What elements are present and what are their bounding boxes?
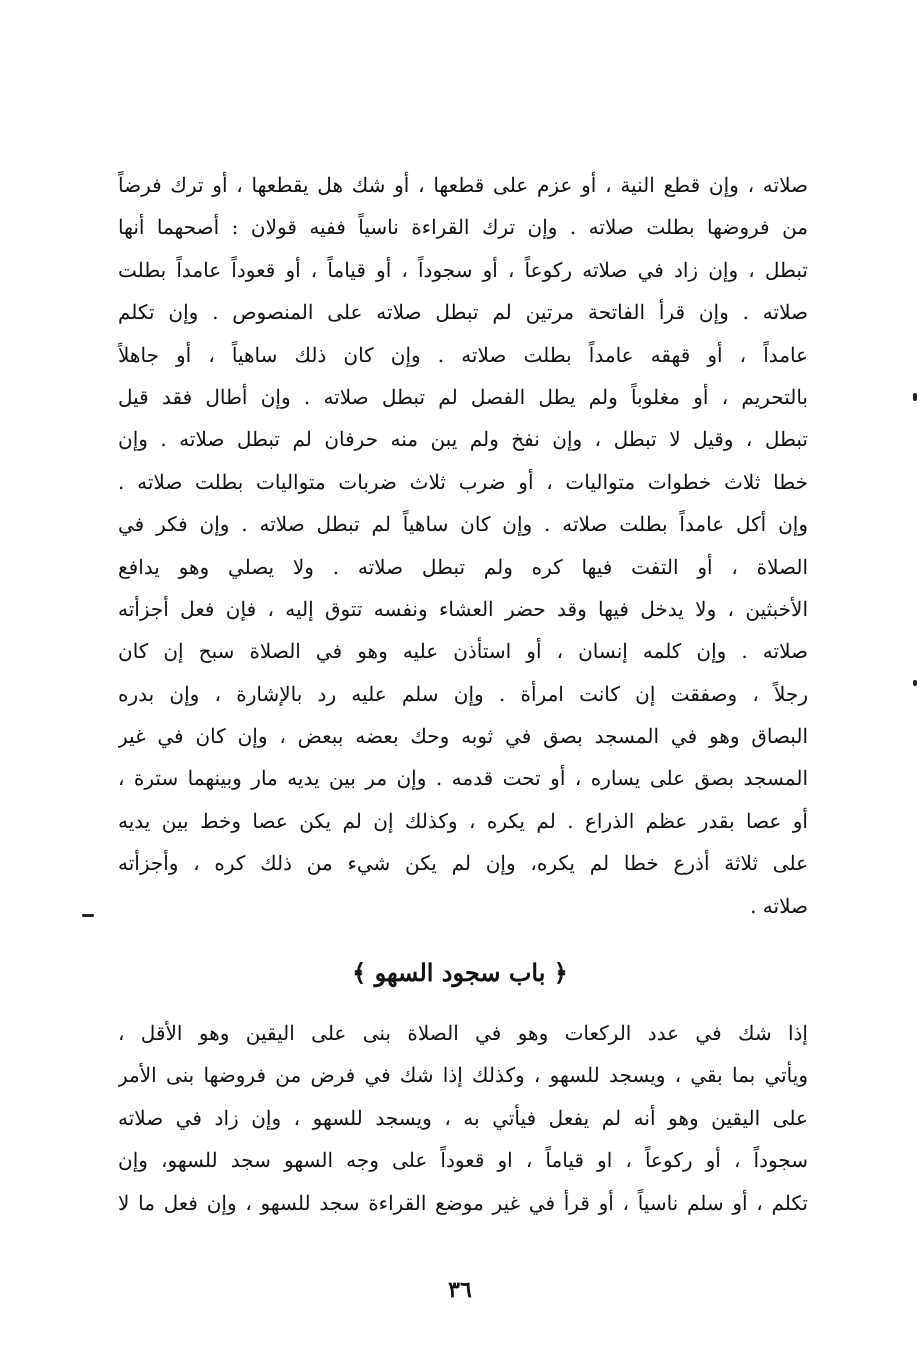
text-line: صلاته . وإن قرأ الفاتحة مرتين لم تبطل صلاته على المنصوص . وإن تكلم — [118, 300, 808, 325]
text-line: صلاته ، وإن قطع النية ، أو عزم على قطعها ، أو شك هل يقطعها ، أو ترك فرضاً — [118, 173, 808, 197]
text-line: سجوداً ، أو ركوعاً ، او قياماً ، او قعوداً على وجه السهو سجد للسهو، وإن — [118, 1148, 808, 1173]
section-heading: ﴿ باب سجود السهو ﴾ — [352, 958, 568, 987]
page-number: ٣٦ — [448, 1277, 472, 1303]
text-line: وإن أكل عامداً بطلت صلاته . وإن كان ساهياً لم تبطل صلاته . وإن فكر في — [118, 512, 808, 537]
text-line: خطا ثلاث خطوات متواليات ، أو ضرب ثلاث ضربات متواليات بطلت صلاته . — [118, 469, 808, 494]
section-paragraph — [118, 1012, 808, 1224]
text-line: المسجد بصق على يساره ، أو تحت قدمه . وإن مر بين يديه مار وبينهما سترة ، — [118, 766, 808, 791]
text-line: على ثلاثة أذرع خطا لم يكره، وإن لم يكن شيء من ذلك كره ، وأجزأته — [118, 851, 808, 876]
margin-mark — [82, 914, 94, 917]
text-line: صلاته . — [750, 893, 808, 918]
margin-mark — [913, 680, 917, 686]
text-line: البصاق وهو في المسجد بصق في ثوبه وحك بعضه ببعض ، وإن كان في غير — [118, 724, 808, 749]
text-line: على اليقين وهو أنه لم يفعل فيأتي به ، ويسجد للسهو ، وإن زاد في صلاته — [118, 1105, 808, 1130]
text-line: الأخبثين ، ولا يدخل فيها وقد حضر العشاء ونفسه تتوق إليه ، فإن فعل أجزأته — [118, 596, 808, 621]
text-line: رجلاً ، وصفقت إن كانت امرأة . وإن سلم عليه رد بالإشارة ، وإن بدره — [118, 681, 808, 706]
margin-mark — [913, 393, 917, 401]
text-line: صلاته . وإن كلمه إنسان ، أو استأذن عليه وهو في الصلاة سبح إن كان — [118, 639, 808, 664]
text-line: أو عصا بقدر عظم الذراع . لم يكره ، وكذلك إن لم يكن عصا وخط بين يديه — [118, 808, 808, 833]
text-line: تبطل ، وإن زاد في صلاته ركوعاً ، أو سجوداً ، أو قياماً ، أو قعوداً عامداً بطلت — [118, 257, 808, 282]
text-line: ويأتي بما بقي ، ويسجد للسهو ، وكذلك إذا شك في فرض من فروضها بنى الأمر — [118, 1063, 808, 1088]
text-line: تكلم ، أو سلم ناسياً ، أو قرأ في غير موضع القراءة سجد للسهو ، وإن فعل ما لا — [118, 1190, 808, 1215]
text-line: إذا شك في عدد الركعات وهو في الصلاة بنى على اليقين وهو الأقل ، — [118, 1021, 808, 1045]
text-line: الصلاة ، أو التفت فيها كره ولم تبطل صلاته . ولا يصلي وهو يدافع — [118, 554, 808, 579]
text-line: بالتحريم ، أو مغلوباً ولم يطل الفصل لم تبطل صلاته . وإن أطال فقد قيل — [118, 384, 808, 409]
main-paragraph — [118, 164, 808, 927]
text-line: من فروضها بطلت صلاته . وإن ترك القراءة ناسياً ففيه قولان : أصحهما أنها — [118, 215, 808, 240]
text-line: تبطل ، وقيل لا تبطل ، وإن نفخ ولم يبن منه حرفان لم تبطل صلاته . وإن — [118, 427, 808, 452]
text-line: عامداً ، أو قهقه عامداً بطلت صلاته . وإن كان ذلك ساهياً ، أو جاهلاً — [118, 342, 808, 367]
